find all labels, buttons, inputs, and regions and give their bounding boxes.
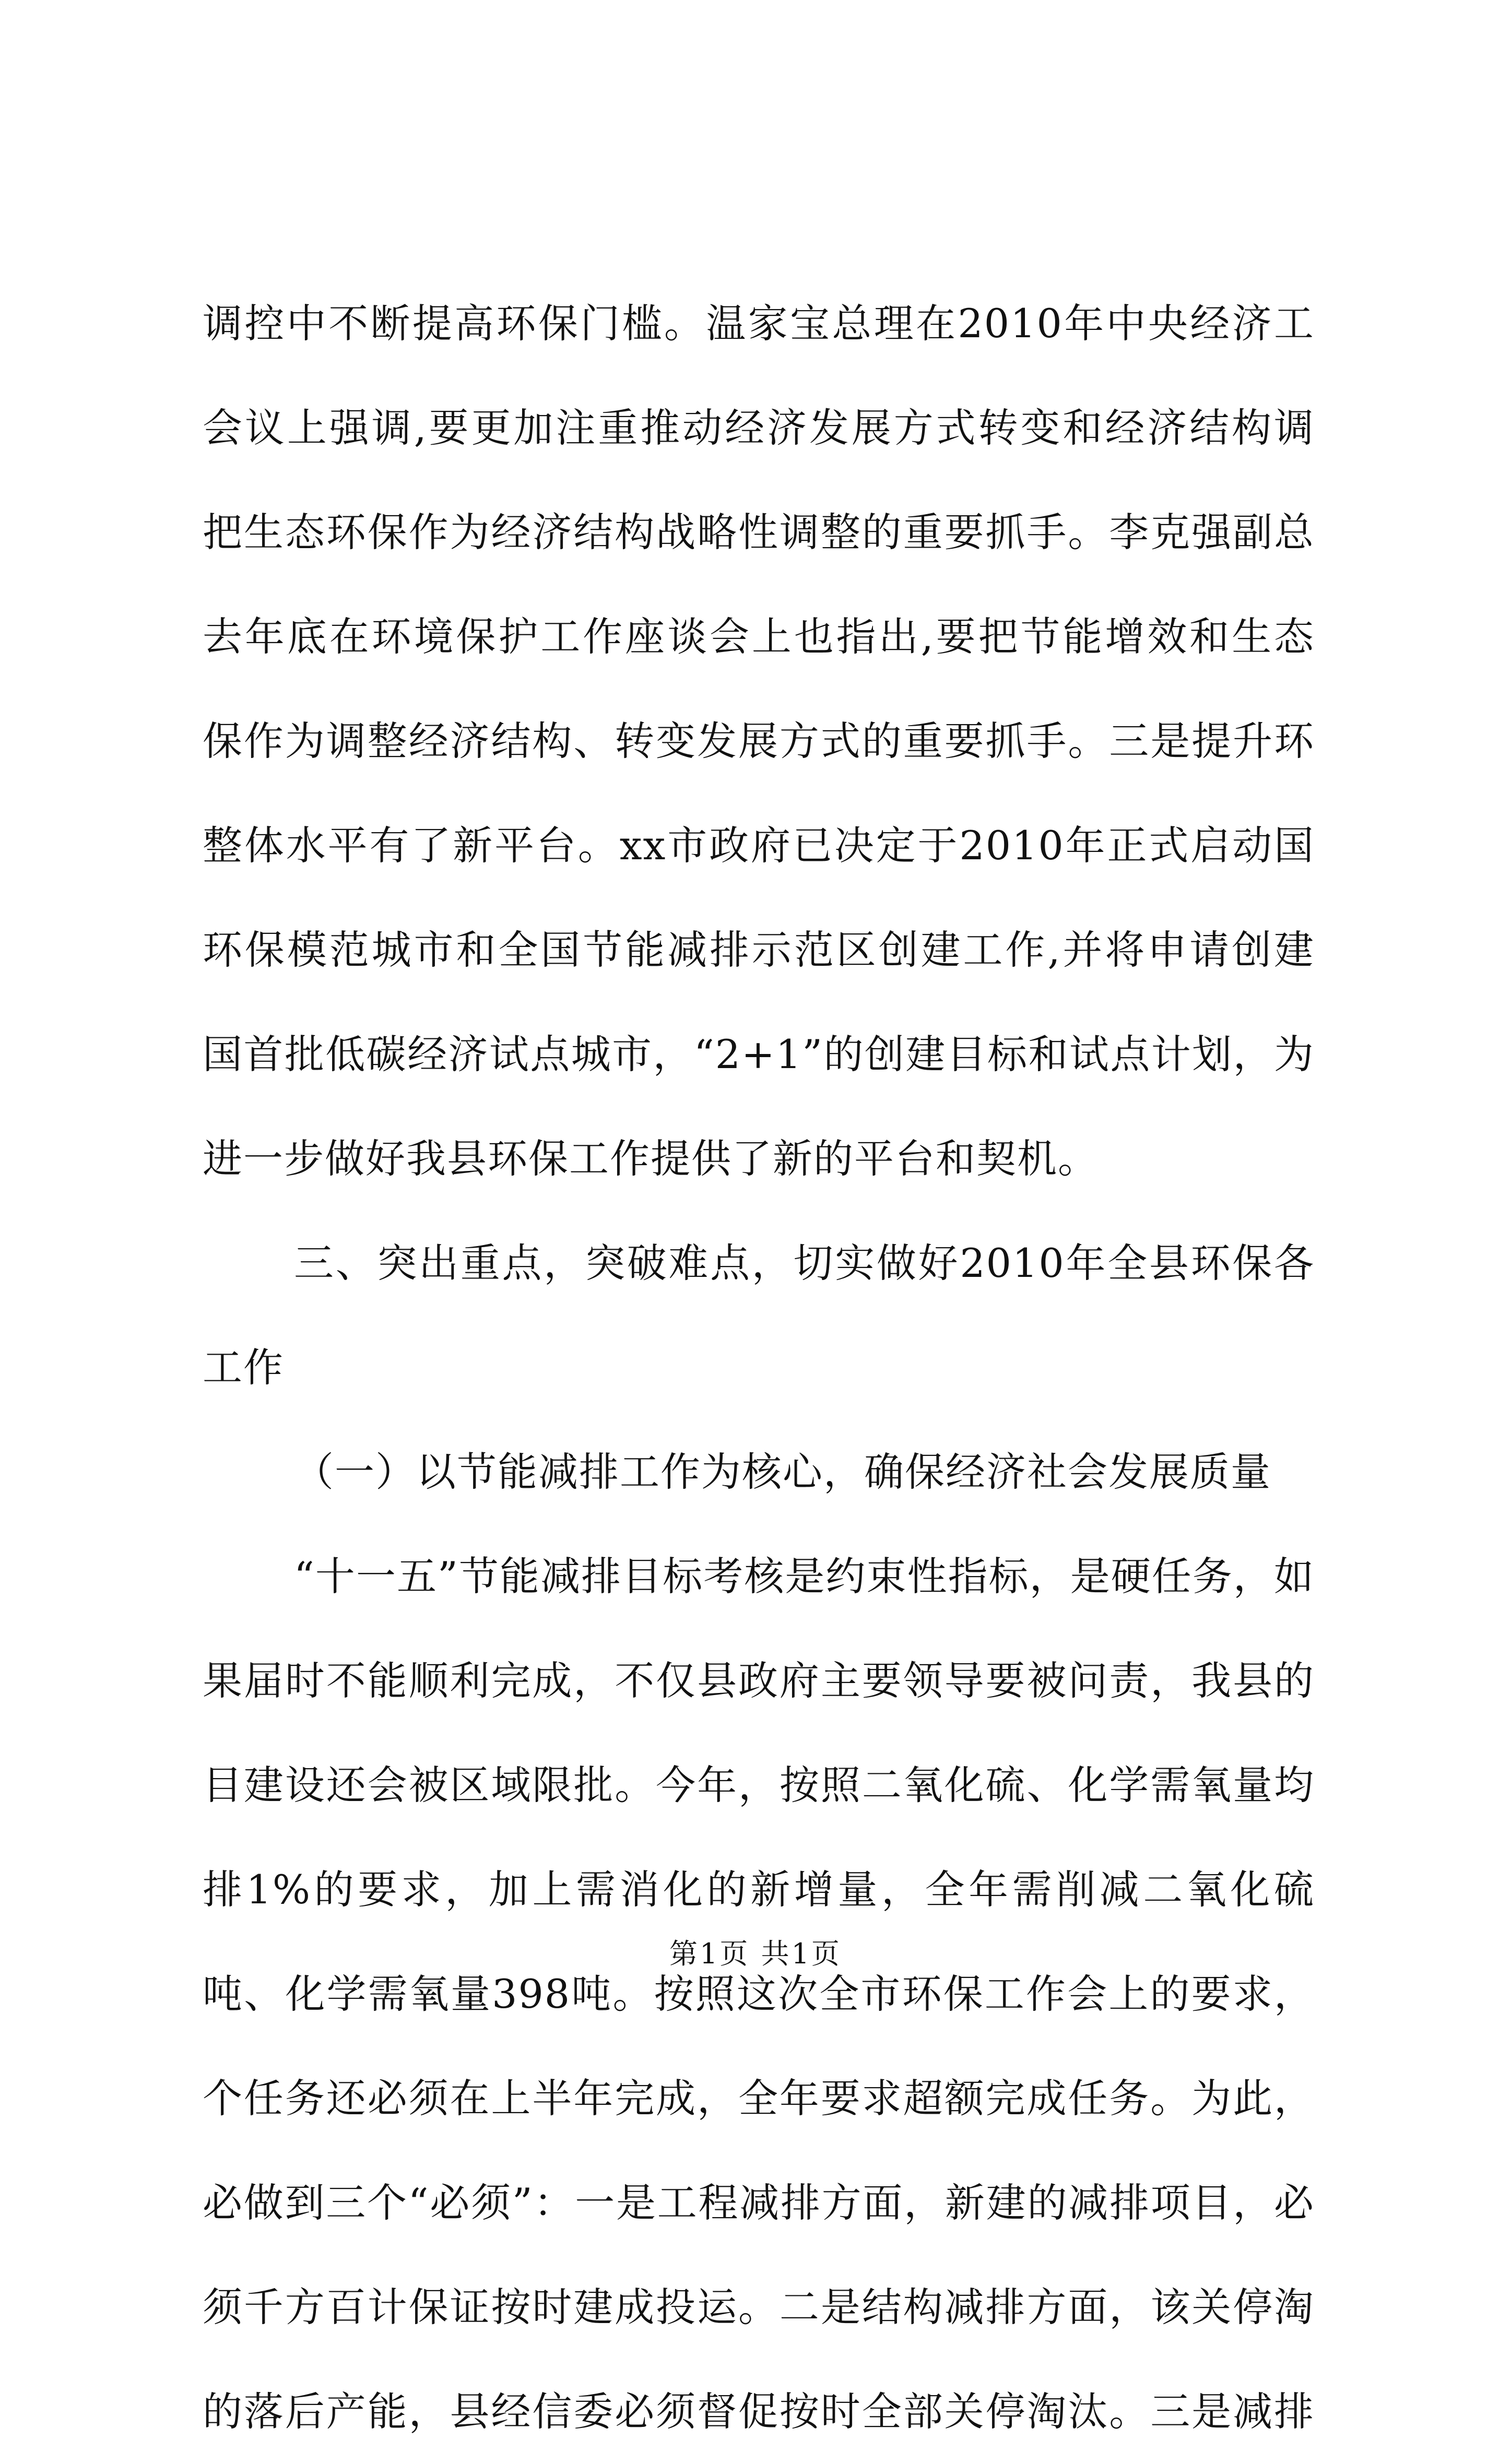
- page-number-footer: 第1页 共1页: [669, 1937, 842, 1970]
- text-line: 吨、化学需氧量398吨。按照这次全市环保工作会上的要求，: [203, 1971, 1315, 2017]
- text-line: 保作为调整经济结构、转变发展方式的重要抓手。三是提升环: [203, 718, 1315, 764]
- text-line: 的落后产能，县经信委必须督促按时全部关停淘汰。三是减排: [203, 2388, 1315, 2435]
- section-heading-continued: 工作: [203, 1344, 284, 1391]
- text-line: 调控中不断提高环保门槛。温家宝总理在2010年中央经济工: [203, 300, 1315, 347]
- subsection-heading: （一）以节能减排工作为核心，确保经济社会发展质量: [294, 1449, 1271, 1495]
- section-heading: 三、突出重点，突破难点，切实做好2010年全县环保各: [294, 1240, 1315, 1286]
- text-line: 进一步做好我县环保工作提供了新的平台和契机。: [203, 1135, 1099, 1182]
- text-line: 目建设还会被区域限批。今年，按照二氧化硫、化学需氧量均: [203, 1762, 1315, 1808]
- text-line: 必做到三个“必须”：一是工程减排方面，新建的减排项目，必: [203, 2179, 1315, 2226]
- text-line: 整体水平有了新平台。xx市政府已决定于2010年正式启动国: [203, 822, 1315, 869]
- text-line: 果届时不能顺利完成，不仅县政府主要领导要被问责，我县的: [203, 1657, 1315, 1704]
- text-line: “十一五”节能减排目标考核是约束性指标，是硬任务，如: [294, 1553, 1315, 1600]
- text-line: 环保模范城市和全国节能减排示范区创建工作,并将申请创建: [203, 927, 1315, 973]
- text-line: 去年底在环境保护工作座谈会上也指出,要把节能增效和生态: [203, 613, 1315, 660]
- text-line: 把生态环保作为经济结构战略性调整的重要抓手。李克强副总: [203, 509, 1315, 555]
- text-line: 个任务还必须在上半年完成，全年要求超额完成任务。为此，: [203, 2075, 1315, 2122]
- text-line: 会议上强调,要更加注重推动经济发展方式转变和经济结构调: [203, 405, 1315, 451]
- body-text: [203, 271, 1315, 2464]
- text-line: 排1%的要求，加上需消化的新增量，全年需削减二氧化硫: [203, 1866, 1315, 1913]
- text-line: 国首批低碳经济试点城市，“2+1”的创建目标和试点计划，为: [203, 1031, 1315, 1077]
- text-line: 须千方百计保证按时建成投运。二是结构减排方面，该关停淘: [203, 2284, 1315, 2330]
